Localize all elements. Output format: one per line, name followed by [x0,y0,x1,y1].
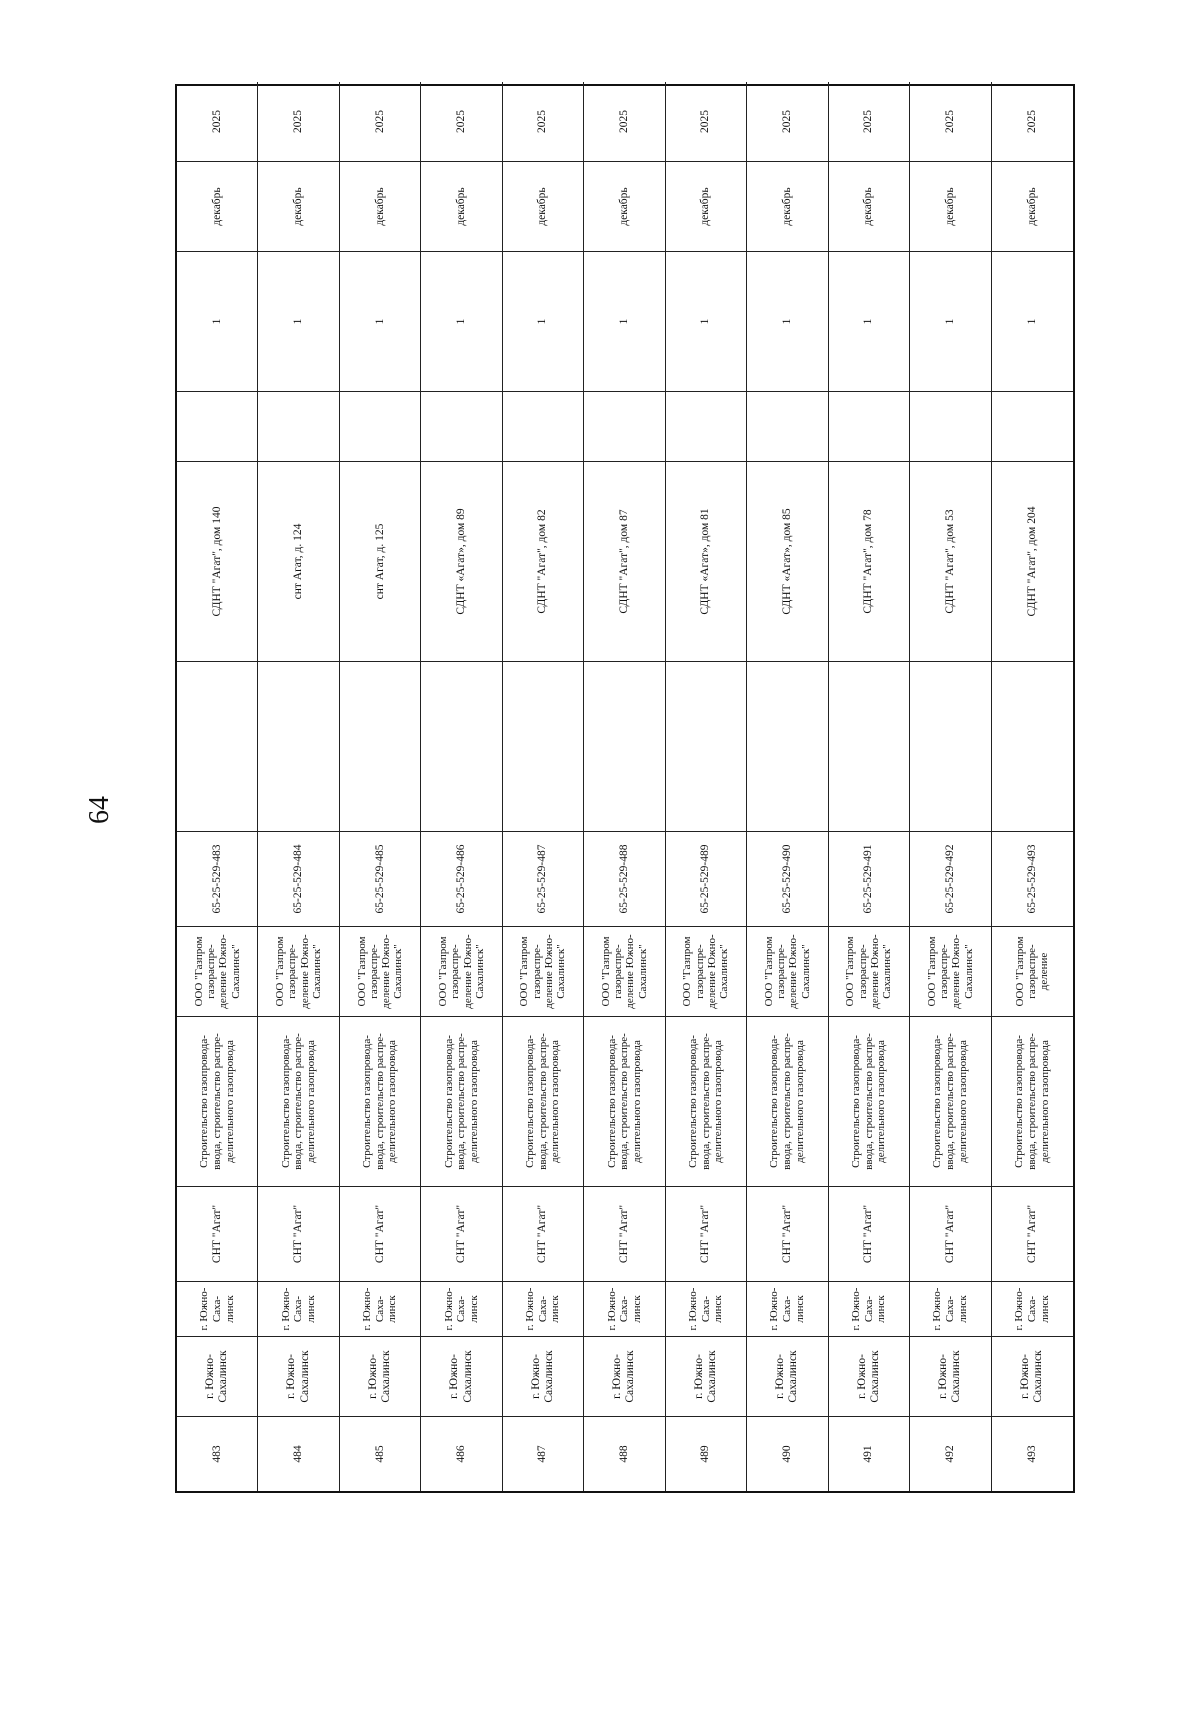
month-cell: декабрь [992,161,1073,251]
object-code-cell: 65-25-529-490 [747,831,828,926]
row-number-cell: 483 [177,1416,258,1491]
row-number-cell: 493 [992,1416,1073,1491]
object-code-cell: 65-25-529-492 [910,831,991,926]
locality-cell: г. Южно-Саха-линск [666,1281,747,1336]
address-cell: СДНТ «Агат», дом 89 [421,461,502,661]
owner-org-cell: ООО "Газпром газораспре-деление Южно-Сахалинск" [258,926,339,1016]
work-description-cell: Строительство газопровода-ввода, строительство распре-делительного газопровода [584,1016,665,1186]
object-code-cell: 65-25-529-483 [177,831,258,926]
quantity-cell: 1 [177,251,258,391]
object-code-cell: 65-25-529-486 [421,831,502,926]
row-number-cell: 486 [421,1416,502,1491]
work-description-cell: Строительство газопровода-ввода, строительство распре-делительного газопровода [666,1016,747,1186]
work-description-cell: Строительство газопровода-ввода, строительство распре-делительного газопровода [747,1016,828,1186]
owner-org-cell: ООО "Газпром газораспре-деление Южно-Сахалинск" [421,926,502,1016]
empty-cell [258,391,339,461]
snt-name-cell: СНТ "Агат" [829,1186,910,1281]
municipality-cell: г. Южно-Сахалинск [340,1336,421,1416]
month-cell: декабрь [666,161,747,251]
month-cell: декабрь [829,161,910,251]
quantity-cell: 1 [503,251,584,391]
quantity-cell: 1 [829,251,910,391]
month-cell: декабрь [421,161,502,251]
empty-cell [177,661,258,831]
quantity-cell: 1 [666,251,747,391]
month-cell: декабрь [910,161,991,251]
row-number-cell: 490 [747,1416,828,1491]
snt-name-cell: СНТ "Агат" [340,1186,421,1281]
snt-name-cell: СНТ "Агат" [666,1186,747,1281]
empty-cell [829,661,910,831]
row-number-cell: 487 [503,1416,584,1491]
year-cell: 2025 [421,82,502,161]
locality-cell: г. Южно-Саха-линск [584,1281,665,1336]
address-cell: СДНТ "Агат", дом 87 [584,461,665,661]
quantity-cell: 1 [258,251,339,391]
address-cell: СДНТ «Агат», дом 85 [747,461,828,661]
municipality-cell: г. Южно-Сахалинск [992,1336,1073,1416]
snt-name-cell: СНТ "Агат" [503,1186,584,1281]
month-cell: декабрь [503,161,584,251]
work-description-cell: Строительство газопровода-ввода, строительство распре-делительного газопровода [910,1016,991,1186]
snt-name-cell: СНТ "Агат" [910,1186,991,1281]
month-cell: декабрь [584,161,665,251]
row-number-cell: 492 [910,1416,991,1491]
address-cell: снт Агат, д. 124 [258,461,339,661]
snt-name-cell: СНТ "Агат" [421,1186,502,1281]
empty-cell [992,661,1073,831]
municipality-cell: г. Южно-Сахалинск [258,1336,339,1416]
quantity-cell: 1 [421,251,502,391]
snt-name-cell: СНТ "Агат" [584,1186,665,1281]
locality-cell: г. Южно-Саха-линск [340,1281,421,1336]
empty-cell [503,661,584,831]
address-cell: СДНТ "Агат", дом 140 [177,461,258,661]
owner-org-cell: ООО "Газпром газораспре-деление Южно-Сахалинск" [503,926,584,1016]
month-cell: декабрь [340,161,421,251]
quantity-cell: 1 [910,251,991,391]
month-cell: декабрь [258,161,339,251]
work-description-cell: Строительство газопровода-ввода, строительство распре-делительного газопровода [258,1016,339,1186]
year-cell: 2025 [747,82,828,161]
municipality-cell: г. Южно-Сахалинск [829,1336,910,1416]
locality-cell: г. Южно-Саха-линск [747,1281,828,1336]
empty-cell [666,661,747,831]
table-sheet [175,84,1075,1493]
municipality-cell: г. Южно-Сахалинск [584,1336,665,1416]
locality-cell: г. Южно-Саха-линск [992,1281,1073,1336]
address-cell: СДНТ "Агат", дом 204 [992,461,1073,661]
year-cell: 2025 [503,82,584,161]
empty-cell [910,661,991,831]
empty-cell [340,661,421,831]
address-cell: СДНТ "Агат", дом 53 [910,461,991,661]
owner-org-cell: ООО "Газпром газораспре-деление Южно-Сахалинск" [747,926,828,1016]
quantity-cell: 1 [584,251,665,391]
empty-cell [503,391,584,461]
empty-cell [258,661,339,831]
empty-cell [421,391,502,461]
owner-org-cell: ООО "Газпром газораспре-деление Южно-Сахалинск" [584,926,665,1016]
row-number-cell: 484 [258,1416,339,1491]
address-cell: СДНТ "Агат", дом 82 [503,461,584,661]
data-table [175,84,1075,1493]
page-number: 64 [84,796,115,824]
quantity-cell: 1 [992,251,1073,391]
year-cell: 2025 [666,82,747,161]
year-cell: 2025 [1025,110,1038,133]
empty-cell [747,661,828,831]
empty-cell [421,661,502,831]
empty-cell [340,391,421,461]
year-cell: 2025 [829,82,910,161]
municipality-cell: г. Южно-Сахалинск [503,1336,584,1416]
work-description-cell: Строительство газопровода-ввода, строительство распре-делительного газопровода [503,1016,584,1186]
owner-org-cell: ООО "Газпром газораспре-деление [992,926,1073,1016]
snt-name-cell: СНТ "Агат" [992,1186,1073,1281]
address-cell: СДНТ «Агат», дом 81 [666,461,747,661]
row-number-cell: 488 [584,1416,665,1491]
work-description-cell: Строительство газопровода-ввода, строительство распре-делительного газопровода [992,1016,1073,1186]
object-code-cell: 65-25-529-491 [829,831,910,926]
year-cell: 2025 [910,82,991,161]
locality-cell: г. Южно-Саха-линск [910,1281,991,1336]
locality-cell: г. Южно-Саха-линск [258,1281,339,1336]
address-cell: СДНТ "Агат", дом 78 [829,461,910,661]
locality-cell: г. Южно-Саха-линск [421,1281,502,1336]
object-code-cell: 65-25-529-493 [992,831,1073,926]
object-code-cell: 65-25-529-485 [340,831,421,926]
empty-cell [747,391,828,461]
quantity-cell: 1 [747,251,828,391]
year-cell: 2025 [340,82,421,161]
year-cell: 2025 [177,82,258,161]
object-code-cell: 65-25-529-487 [503,831,584,926]
month-cell: декабрь [747,161,828,251]
work-description-cell: Строительство газопровода-ввода, строительство распре-делительного газопровода [829,1016,910,1186]
empty-cell [910,391,991,461]
empty-cell [992,391,1073,461]
quantity-cell: 1 [340,251,421,391]
municipality-cell: г. Южно-Сахалинск [421,1336,502,1416]
locality-cell: г. Южно-Саха-линск [177,1281,258,1336]
empty-cell [666,391,747,461]
locality-cell: г. Южно-Саха-линск [503,1281,584,1336]
row-number-cell: 485 [340,1416,421,1491]
work-description-cell: Строительство газопровода-ввода, строительство распре-делительного газопровода [177,1016,258,1186]
work-description-cell: Строительство газопровода-ввода, строительство распре-делительного газопровода [340,1016,421,1186]
owner-org-cell: ООО "Газпром газораспре-деление Южно-Сахалинск" [340,926,421,1016]
locality-cell: г. Южно-Саха-линск [829,1281,910,1336]
object-code-cell: 65-25-529-488 [584,831,665,926]
year-cell: 2025 [584,82,665,161]
year-cell: 2025 [258,82,339,161]
owner-org-cell: ООО "Газпром газораспре-деление Южно-Сахалинск" [910,926,991,1016]
address-cell: снт Агат, д. 125 [340,461,421,661]
owner-org-cell: ООО "Газпром газораспре-деление Южно-Сахалинск" [666,926,747,1016]
municipality-cell: г. Южно-Сахалинск [666,1336,747,1416]
work-description-cell: Строительство газопровода-ввода, строительство распре-делительного газопровода [421,1016,502,1186]
object-code-cell: 65-25-529-489 [666,831,747,926]
month-cell: декабрь [177,161,258,251]
empty-cell [584,391,665,461]
snt-name-cell: СНТ "Агат" [177,1186,258,1281]
empty-cell [584,661,665,831]
row-number-cell: 489 [666,1416,747,1491]
municipality-cell: г. Южно-Сахалинск [747,1336,828,1416]
snt-name-cell: СНТ "Агат" [747,1186,828,1281]
row-number-cell: 491 [829,1416,910,1491]
snt-name-cell: СНТ "Агат" [258,1186,339,1281]
municipality-cell: г. Южно-Сахалинск [177,1336,258,1416]
empty-cell [829,391,910,461]
object-code-cell: 65-25-529-484 [258,831,339,926]
empty-cell [177,391,258,461]
owner-org-cell: ООО "Газпром газораспре-деление Южно-Сахалинск" [177,926,258,1016]
owner-org-cell: ООО "Газпром газораспре-деление Южно-Сахалинск" [829,926,910,1016]
municipality-cell: г. Южно-Сахалинск [910,1336,991,1416]
